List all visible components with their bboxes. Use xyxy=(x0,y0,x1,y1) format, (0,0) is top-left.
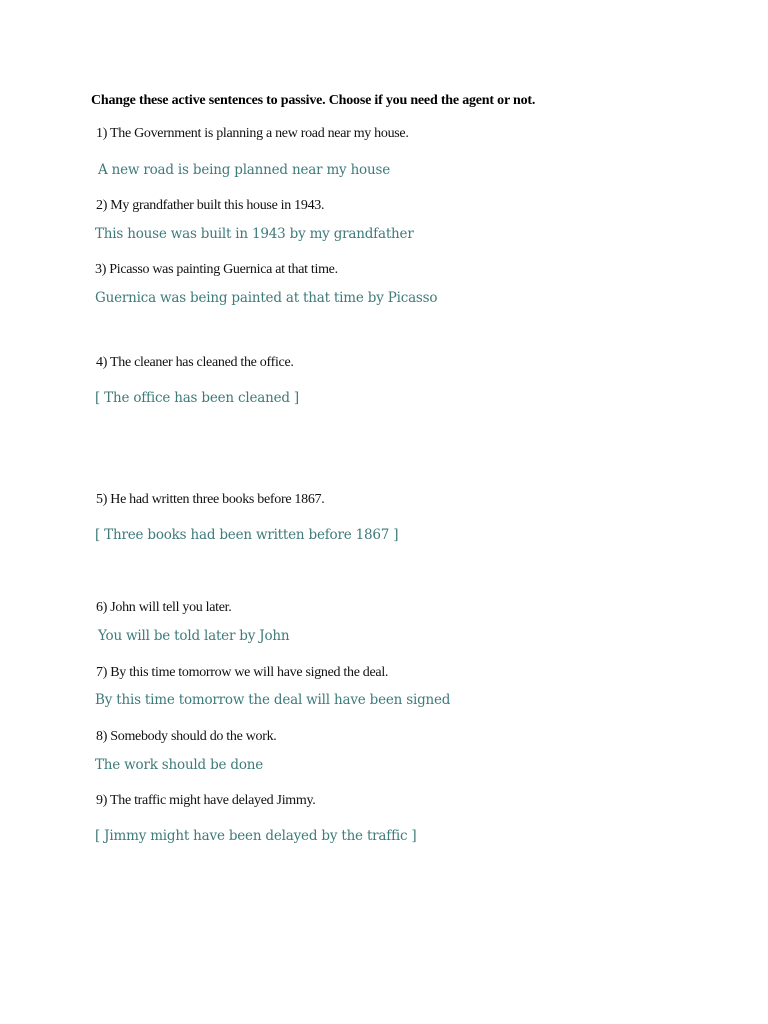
answer-7: By this time tomorrow the deal will have been signed xyxy=(95,692,451,708)
question-1: 1) The Government is planning a new road near my house. xyxy=(96,126,409,141)
question-3: 3) Picasso was painting Guernica at that time. xyxy=(95,262,338,277)
question-8: 8) Somebody should do the work. xyxy=(96,729,277,744)
question-5: 5) He had written three books before 1867. xyxy=(96,492,325,507)
answer-8: The work should be done xyxy=(95,757,264,773)
answer-4: [ The office has been cleaned ] xyxy=(95,390,299,406)
question-9: 9) The traffic might have delayed Jimmy. xyxy=(96,793,316,808)
question-2: 2) My grandfather built this house in 1943. xyxy=(96,198,325,213)
answer-5: [ Three books had been written before 1867 ] xyxy=(95,527,399,543)
instruction-heading: Change these active sentences to passive. Choose if you need the agent or not. xyxy=(91,93,536,108)
answer-1: A new road is being planned near my house xyxy=(98,162,390,178)
question-7: 7) By this time tomorrow we will have signed the deal. xyxy=(96,665,389,680)
question-6: 6) John will tell you later. xyxy=(96,600,232,615)
answer-9: [ Jimmy might have been delayed by the traffic ] xyxy=(95,828,417,844)
answer-3: Guernica was being painted at that time by Picasso xyxy=(95,290,438,306)
answer-6: You will be told later by John xyxy=(98,628,290,644)
answer-2: This house was built in 1943 by my grandfather xyxy=(95,226,414,242)
question-4: 4) The cleaner has cleaned the office. xyxy=(96,355,294,370)
